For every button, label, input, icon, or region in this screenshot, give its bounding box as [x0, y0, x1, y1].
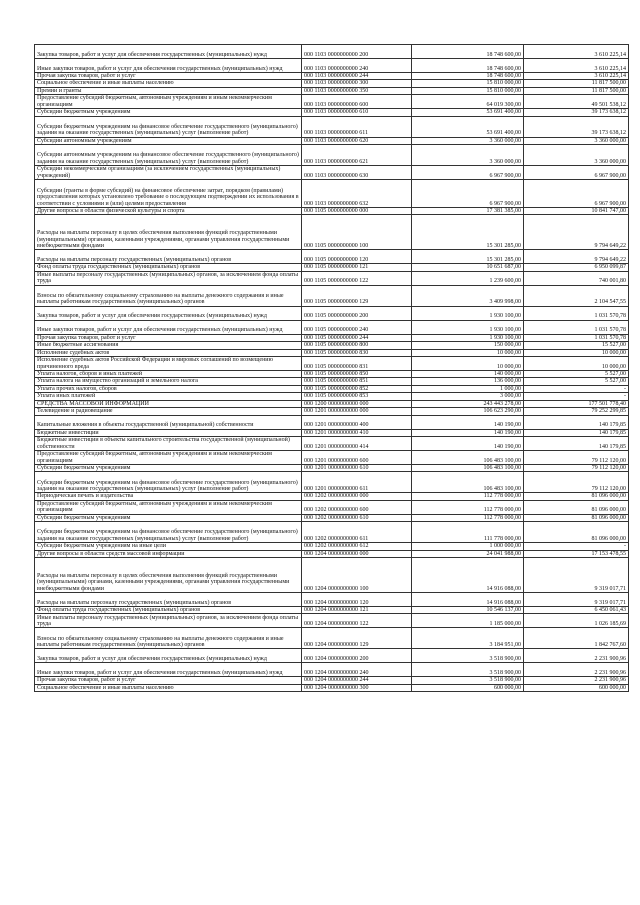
table-row	[35, 378, 629, 385]
table-row	[35, 557, 629, 592]
row-code-cell: 000 1201 0000000000 000	[302, 408, 412, 415]
row-executed-value-cell: 6 450 061,43	[524, 606, 629, 613]
row-code-cell: 000 1202 0000000000 600	[302, 500, 412, 514]
table-row	[35, 514, 629, 521]
table-row	[35, 145, 629, 166]
table-row	[35, 166, 629, 180]
row-name-cell: Капитальные вложения в объекты государственной (муниципальной) собственности	[35, 415, 302, 429]
table-row	[35, 306, 629, 320]
row-name-cell: Иные выплаты персоналу государственных (муниципальных) органов, за исключением фонда оплаты труда	[35, 614, 302, 628]
row-code-cell: 000 1204 0000000000 000	[302, 550, 412, 557]
table-row	[35, 429, 629, 436]
row-code-cell: 000 1204 0000000000 100	[302, 557, 412, 592]
row-code-cell: 000 1103 0000000000 244	[302, 73, 412, 80]
row-approved-value-cell: 112 778 000,00	[412, 500, 524, 514]
row-name-cell: Уплата налогов, сборов и иных платежей	[35, 371, 302, 378]
table-row	[35, 400, 629, 407]
row-code-cell: 000 1103 0000000000 620	[302, 137, 412, 144]
table-row	[35, 684, 629, 691]
row-code-cell: 000 1103 0000000000 632	[302, 180, 412, 208]
row-code-cell: 000 1105 0000000000 129	[302, 285, 412, 306]
row-executed-value-cell: 9 794 649,22	[524, 250, 629, 264]
row-approved-value-cell: 24 041 988,00	[412, 550, 524, 557]
row-executed-value-cell: 3 610 225,14	[524, 59, 629, 73]
row-name-cell: Расходы на выплаты персоналу государственных (муниципальных) органов	[35, 592, 302, 606]
row-executed-value-cell: 1 842 767,60	[524, 628, 629, 649]
row-executed-value-cell: 10 000,00	[524, 357, 629, 371]
row-approved-value-cell: 106 483 100,00	[412, 464, 524, 471]
table-row	[35, 592, 629, 606]
row-approved-value-cell: 140 190,00	[412, 429, 524, 436]
row-name-cell: Закупка товаров, работ и услуг для обеспечения государственных (муниципальных) нужд	[35, 306, 302, 320]
table-row	[35, 87, 629, 94]
row-name-cell: Иные закупки товаров, работ и услуг для обеспечения государственных (муниципальных) нужд	[35, 320, 302, 334]
row-approved-value-cell: 3 360 000,00	[412, 145, 524, 166]
row-code-cell: 000 1202 0000000000 611	[302, 522, 412, 543]
row-approved-value-cell: 14 916 088,00	[412, 557, 524, 592]
table-row	[35, 208, 629, 215]
row-name-cell: Взносы по обязательному социальному страхованию на выплаты денежного содержания и иные выплаты работникам государственных (муниципальных) органов	[35, 628, 302, 649]
table-row	[35, 264, 629, 271]
row-approved-value-cell: 6 967 900,00	[412, 180, 524, 208]
row-approved-value-cell: 112 778 000,00	[412, 493, 524, 500]
row-approved-value-cell: 3 518 900,00	[412, 677, 524, 684]
row-name-cell: Прочая закупка товаров, работ и услуг	[35, 677, 302, 684]
row-executed-value-cell: 140 179,85	[524, 436, 629, 450]
row-code-cell: 000 1105 0000000000 120	[302, 250, 412, 264]
table-row	[35, 342, 629, 349]
row-executed-value-cell: 3 610 225,14	[524, 45, 629, 59]
row-name-cell: Субсидии автономным учреждениям	[35, 137, 302, 144]
table-row	[35, 436, 629, 450]
row-approved-value-cell: 15 301 285,00	[412, 250, 524, 264]
row-executed-value-cell: -	[524, 385, 629, 392]
row-name-cell: Субсидии бюджетным учреждениям на финансовое обеспечение государственного (муниципального) задания на оказание государственных (муниципальных) услуг (выполнение работ)	[35, 472, 302, 493]
row-executed-value-cell: 1 031 570,78	[524, 306, 629, 320]
table-row	[35, 550, 629, 557]
row-name-cell: Бюджетные инвестиции	[35, 429, 302, 436]
row-executed-value-cell: 9 319 017,71	[524, 592, 629, 606]
row-name-cell: Субсидии бюджетным учреждениям на иные цели	[35, 543, 302, 550]
row-executed-value-cell: 81 096 000,00	[524, 522, 629, 543]
row-code-cell: 000 1105 0000000000 851	[302, 378, 412, 385]
row-approved-value-cell: 112 778 000,00	[412, 514, 524, 521]
table-row	[35, 334, 629, 341]
row-approved-value-cell: 1 000 000,00	[412, 543, 524, 550]
row-code-cell: 000 1202 0000000000 612	[302, 543, 412, 550]
row-executed-value-cell: 79 112 120,00	[524, 450, 629, 464]
row-code-cell: 000 1204 0000000000 300	[302, 684, 412, 691]
row-approved-value-cell: 10 000,00	[412, 357, 524, 371]
row-executed-value-cell: 49 501 538,12	[524, 95, 629, 109]
row-executed-value-cell: -	[524, 393, 629, 400]
row-code-cell: 000 1103 0000000000 630	[302, 166, 412, 180]
row-code-cell: 000 1103 0000000000 350	[302, 87, 412, 94]
row-executed-value-cell: 1 031 570,78	[524, 334, 629, 341]
row-approved-value-cell: 10 546 137,00	[412, 606, 524, 613]
row-executed-value-cell: 10 841 747,00	[524, 208, 629, 215]
row-name-cell: Прочая закупка товаров, работ и услуг	[35, 334, 302, 341]
row-executed-value-cell: 39 173 638,12	[524, 109, 629, 116]
row-code-cell: 000 1105 0000000000 800	[302, 342, 412, 349]
row-approved-value-cell: 243 443 278,00	[412, 400, 524, 407]
row-approved-value-cell: 10 651 687,00	[412, 264, 524, 271]
row-executed-value-cell: 600 000,00	[524, 684, 629, 691]
row-approved-value-cell: 18 748 600,00	[412, 45, 524, 59]
row-name-cell: Телевидение и радиовещание	[35, 408, 302, 415]
row-executed-value-cell: 1 031 570,78	[524, 320, 629, 334]
row-name-cell: Субсидии (гранты в форме субсидий) на финансовое обеспечение затрат, порядком (правилами) предоставления которых установлено требование о последующем подтверждении их использования в соответствии с условиями и (или) целями предоставления	[35, 180, 302, 208]
row-code-cell: 000 1202 0000000000 610	[302, 514, 412, 521]
row-name-cell: Субсидии бюджетным учреждениям	[35, 109, 302, 116]
row-approved-value-cell: 1 185 000,00	[412, 614, 524, 628]
row-executed-value-cell: 15 527,00	[524, 342, 629, 349]
row-approved-value-cell: 15 301 285,00	[412, 215, 524, 250]
row-approved-value-cell: 3 518 900,00	[412, 649, 524, 663]
row-name-cell: Другие вопросы в области физической культуры и спорта	[35, 208, 302, 215]
row-code-cell: 000 1105 0000000000 850	[302, 371, 412, 378]
row-executed-value-cell: 81 096 000,00	[524, 514, 629, 521]
table-row	[35, 137, 629, 144]
row-name-cell: Исполнение судебных актов Российской Федерации и мировых соглашений по возмещению причиненного вреда	[35, 357, 302, 371]
row-code-cell: 000 1103 0000000000 300	[302, 80, 412, 87]
row-name-cell: Социальное обеспечение и иные выплаты населению	[35, 80, 302, 87]
row-name-cell: Субсидии бюджетным учреждениям на финансовое обеспечение государственного (муниципального) задания на оказание государственных (муниципальных) услуг (выполнение работ)	[35, 522, 302, 543]
row-approved-value-cell: 15 810 000,00	[412, 80, 524, 87]
row-code-cell: 000 1105 0000000000 244	[302, 334, 412, 341]
row-executed-value-cell: 9 794 649,22	[524, 215, 629, 250]
row-executed-value-cell: 177 501 778,40	[524, 400, 629, 407]
row-code-cell: 000 1201 0000000000 414	[302, 436, 412, 450]
row-executed-value-cell: 3 360 000,00	[524, 145, 629, 166]
row-executed-value-cell: 11 817 500,00	[524, 80, 629, 87]
row-executed-value-cell: 9 319 017,71	[524, 557, 629, 592]
row-executed-value-cell: 3 360 000,00	[524, 137, 629, 144]
row-executed-value-cell: 2 104 547,55	[524, 285, 629, 306]
row-executed-value-cell: 79 112 120,00	[524, 464, 629, 471]
row-name-cell: Предоставление субсидий бюджетным, автономным учреждениям и иным некоммерческим организациям	[35, 450, 302, 464]
table-row	[35, 371, 629, 378]
row-code-cell: 000 1201 0000000000 410	[302, 429, 412, 436]
row-code-cell: 000 1105 0000000000 000	[302, 208, 412, 215]
row-code-cell: 000 1204 0000000000 200	[302, 649, 412, 663]
row-approved-value-cell: 15 810 000,00	[412, 87, 524, 94]
row-name-cell: Закупка товаров, работ и услуг для обеспечения государственных (муниципальных) нужд	[35, 45, 302, 59]
row-executed-value-cell: 1 026 185,69	[524, 614, 629, 628]
row-executed-value-cell: 2 231 900,96	[524, 663, 629, 677]
table-row	[35, 628, 629, 649]
row-executed-value-cell: 740 001,80	[524, 271, 629, 285]
row-code-cell: 000 1105 0000000000 122	[302, 271, 412, 285]
row-executed-value-cell: 6 967 900,00	[524, 180, 629, 208]
row-approved-value-cell: 53 691 400,00	[412, 109, 524, 116]
table-row	[35, 357, 629, 371]
row-executed-value-cell: 140 179,85	[524, 429, 629, 436]
row-executed-value-cell: 17 153 478,55	[524, 550, 629, 557]
table-row	[35, 180, 629, 208]
row-code-cell: 000 1105 0000000000 200	[302, 306, 412, 320]
row-executed-value-cell: 6 967 900,00	[524, 166, 629, 180]
row-name-cell: Субсидии бюджетным учреждениям на финансовое обеспечение государственного (муниципального) задания на оказание государственных (муниципальных) услуг (выполнение работ)	[35, 116, 302, 137]
row-code-cell: 000 1103 0000000000 611	[302, 116, 412, 137]
row-name-cell: Уплата иных платежей	[35, 393, 302, 400]
row-name-cell: Субсидии некоммерческим организациям (за исключением государственных (муниципальных) учреждений)	[35, 166, 302, 180]
table-row	[35, 500, 629, 514]
row-approved-value-cell: 3 409 998,00	[412, 285, 524, 306]
row-code-cell: 000 1204 0000000000 121	[302, 606, 412, 613]
row-code-cell: 000 1201 0000000000 610	[302, 464, 412, 471]
row-approved-value-cell: 106 483 100,00	[412, 472, 524, 493]
row-code-cell: 000 1103 0000000000 240	[302, 59, 412, 73]
row-name-cell: Иные закупки товаров, работ и услуг для обеспечения государственных (муниципальных) нужд	[35, 59, 302, 73]
table-row	[35, 472, 629, 493]
table-row	[35, 385, 629, 392]
row-approved-value-cell: 1 930 100,00	[412, 334, 524, 341]
row-approved-value-cell: 53 691 400,00	[412, 116, 524, 137]
row-name-cell: Фонд оплаты труда государственных (муниципальных) органов	[35, 606, 302, 613]
table-row	[35, 109, 629, 116]
row-approved-value-cell: 106 623 290,00	[412, 408, 524, 415]
row-name-cell: Другие вопросы в области средств массовой информации	[35, 550, 302, 557]
row-approved-value-cell: 140 000,00	[412, 371, 524, 378]
row-name-cell: Расходы на выплаты персоналу в целях обеспечения выполнения функций государственными (муниципальными) органами, казенными учреждениями, органами управления государственными внебюджетными фондами	[35, 215, 302, 250]
row-approved-value-cell: 1 930 100,00	[412, 320, 524, 334]
row-approved-value-cell: 600 000,00	[412, 684, 524, 691]
table-row	[35, 408, 629, 415]
table-row	[35, 649, 629, 663]
table-row	[35, 393, 629, 400]
table-row	[35, 415, 629, 429]
row-approved-value-cell: 17 381 385,00	[412, 208, 524, 215]
row-code-cell: 000 1103 0000000000 600	[302, 95, 412, 109]
row-code-cell: 000 1201 0000000000 400	[302, 415, 412, 429]
table-row	[35, 215, 629, 250]
row-approved-value-cell: 111 778 000,00	[412, 522, 524, 543]
row-code-cell: 000 1204 0000000000 244	[302, 677, 412, 684]
table-row	[35, 606, 629, 613]
row-code-cell: 000 1202 0000000000 000	[302, 493, 412, 500]
row-name-cell: Расходы на выплаты персоналу государственных (муниципальных) органов	[35, 250, 302, 264]
row-approved-value-cell: 140 190,00	[412, 436, 524, 450]
row-executed-value-cell: -	[524, 543, 629, 550]
row-executed-value-cell: 140 179,85	[524, 415, 629, 429]
row-name-cell: Субсидии бюджетным учреждениям	[35, 464, 302, 471]
row-name-cell: Взносы по обязательному социальному страхованию на выплаты денежного содержания и иные выплаты работникам государственных (муниципальных) органов	[35, 285, 302, 306]
table-row	[35, 73, 629, 80]
row-name-cell: Иные выплаты персоналу государственных (муниципальных) органов, за исключением фонда оплаты труда	[35, 271, 302, 285]
row-executed-value-cell: 6 950 099,87	[524, 264, 629, 271]
row-code-cell: 000 1200 0000000000 000	[302, 400, 412, 407]
row-name-cell: Иные бюджетные ассигнования	[35, 342, 302, 349]
table-body	[35, 45, 629, 692]
row-name-cell: Исполнение судебных актов	[35, 349, 302, 356]
row-code-cell: 000 1105 0000000000 852	[302, 385, 412, 392]
table-row	[35, 663, 629, 677]
table-row	[35, 80, 629, 87]
row-approved-value-cell: 3 360 000,00	[412, 137, 524, 144]
row-code-cell: 000 1103 0000000000 621	[302, 145, 412, 166]
table-row	[35, 450, 629, 464]
row-approved-value-cell: 1 239 600,00	[412, 271, 524, 285]
row-code-cell: 000 1105 0000000000 121	[302, 264, 412, 271]
row-executed-value-cell: 2 231 900,96	[524, 677, 629, 684]
row-name-cell: Периодическая печать и издательства	[35, 493, 302, 500]
table-row	[35, 543, 629, 550]
table-row	[35, 320, 629, 334]
row-code-cell: 000 1204 0000000000 240	[302, 663, 412, 677]
row-code-cell: 000 1204 0000000000 120	[302, 592, 412, 606]
row-name-cell: Иные закупки товаров, работ и услуг для обеспечения государственных (муниципальных) нужд	[35, 663, 302, 677]
row-approved-value-cell: 140 190,00	[412, 415, 524, 429]
row-code-cell: 000 1201 0000000000 611	[302, 472, 412, 493]
row-name-cell: Уплата налога на имущество организаций и земельного налога	[35, 378, 302, 385]
row-approved-value-cell: 18 748 600,00	[412, 59, 524, 73]
row-executed-value-cell: 39 173 638,12	[524, 116, 629, 137]
row-name-cell: Расходы на выплаты персоналу в целях обеспечения выполнения функций государственными (муниципальными) органами, казенными учреждениями, органами управления государственными внебюджетными фондами	[35, 557, 302, 592]
row-approved-value-cell: 3 184 951,00	[412, 628, 524, 649]
row-name-cell: Прочая закупка товаров, работ и услуг	[35, 73, 302, 80]
table-row	[35, 250, 629, 264]
row-name-cell: Бюджетные инвестиции в объекты капитального строительства государственной (муниципальной) собственности	[35, 436, 302, 450]
row-code-cell: 000 1105 0000000000 830	[302, 349, 412, 356]
table-row	[35, 271, 629, 285]
row-executed-value-cell: 81 096 000,00	[524, 493, 629, 500]
row-name-cell: СРЕДСТВА МАССОВОЙ ИНФОРМАЦИИ	[35, 400, 302, 407]
table-row	[35, 677, 629, 684]
row-executed-value-cell: 2 231 900,96	[524, 649, 629, 663]
row-approved-value-cell: 10 000,00	[412, 349, 524, 356]
row-name-cell: Предоставление субсидий бюджетным, автономным учреждениям и иным некоммерческим организациям	[35, 95, 302, 109]
row-code-cell: 000 1204 0000000000 129	[302, 628, 412, 649]
row-executed-value-cell: 79 252 299,85	[524, 408, 629, 415]
row-approved-value-cell: 3 000,00	[412, 393, 524, 400]
row-name-cell: Социальное обеспечение и иные выплаты населению	[35, 684, 302, 691]
table-row	[35, 522, 629, 543]
table-row	[35, 45, 629, 59]
row-approved-value-cell: 1 000,00	[412, 385, 524, 392]
row-code-cell: 000 1204 0000000000 122	[302, 614, 412, 628]
row-executed-value-cell: 10 000,00	[524, 349, 629, 356]
row-approved-value-cell: 1 930 100,00	[412, 306, 524, 320]
row-code-cell: 000 1105 0000000000 240	[302, 320, 412, 334]
table-row	[35, 116, 629, 137]
row-approved-value-cell: 106 483 100,00	[412, 450, 524, 464]
table-row	[35, 464, 629, 471]
row-name-cell: Субсидии автономным учреждениям на финансовое обеспечение государственного (муниципального) задания на оказание государственных (муниципальных) услуг (выполнение работ)	[35, 145, 302, 166]
row-code-cell: 000 1103 0000000000 610	[302, 109, 412, 116]
row-name-cell: Закупка товаров, работ и услуг для обеспечения государственных (муниципальных) нужд	[35, 649, 302, 663]
row-executed-value-cell: 11 817 500,00	[524, 87, 629, 94]
row-approved-value-cell: 14 916 088,00	[412, 592, 524, 606]
table-row	[35, 493, 629, 500]
table-row	[35, 614, 629, 628]
row-name-cell: Уплата прочих налогов, сборов	[35, 385, 302, 392]
budget-expenses-table	[34, 44, 629, 692]
table-row	[35, 349, 629, 356]
budget-report-page	[34, 44, 628, 692]
row-code-cell: 000 1105 0000000000 100	[302, 215, 412, 250]
table-row	[35, 59, 629, 73]
row-executed-value-cell: 5 527,00	[524, 371, 629, 378]
table-row	[35, 95, 629, 109]
row-code-cell: 000 1201 0000000000 600	[302, 450, 412, 464]
row-approved-value-cell: 64 019 300,00	[412, 95, 524, 109]
row-executed-value-cell: 81 096 000,00	[524, 500, 629, 514]
row-executed-value-cell: 3 610 225,14	[524, 73, 629, 80]
row-executed-value-cell: 79 112 120,00	[524, 472, 629, 493]
row-approved-value-cell: 6 967 900,00	[412, 166, 524, 180]
row-approved-value-cell: 150 000,00	[412, 342, 524, 349]
row-approved-value-cell: 136 000,00	[412, 378, 524, 385]
table-row	[35, 285, 629, 306]
row-code-cell: 000 1105 0000000000 831	[302, 357, 412, 371]
row-name-cell: Субсидии бюджетным учреждениям	[35, 514, 302, 521]
row-approved-value-cell: 3 518 900,00	[412, 663, 524, 677]
row-name-cell: Премии и гранты	[35, 87, 302, 94]
row-approved-value-cell: 18 748 600,00	[412, 73, 524, 80]
row-code-cell: 000 1103 0000000000 200	[302, 45, 412, 59]
row-executed-value-cell: 5 527,00	[524, 378, 629, 385]
row-name-cell: Предоставление субсидий бюджетным, автономным учреждениям и иным некоммерческим организациям	[35, 500, 302, 514]
row-code-cell: 000 1105 0000000000 853	[302, 393, 412, 400]
row-name-cell: Фонд оплаты труда государственных (муниципальных) органов	[35, 264, 302, 271]
